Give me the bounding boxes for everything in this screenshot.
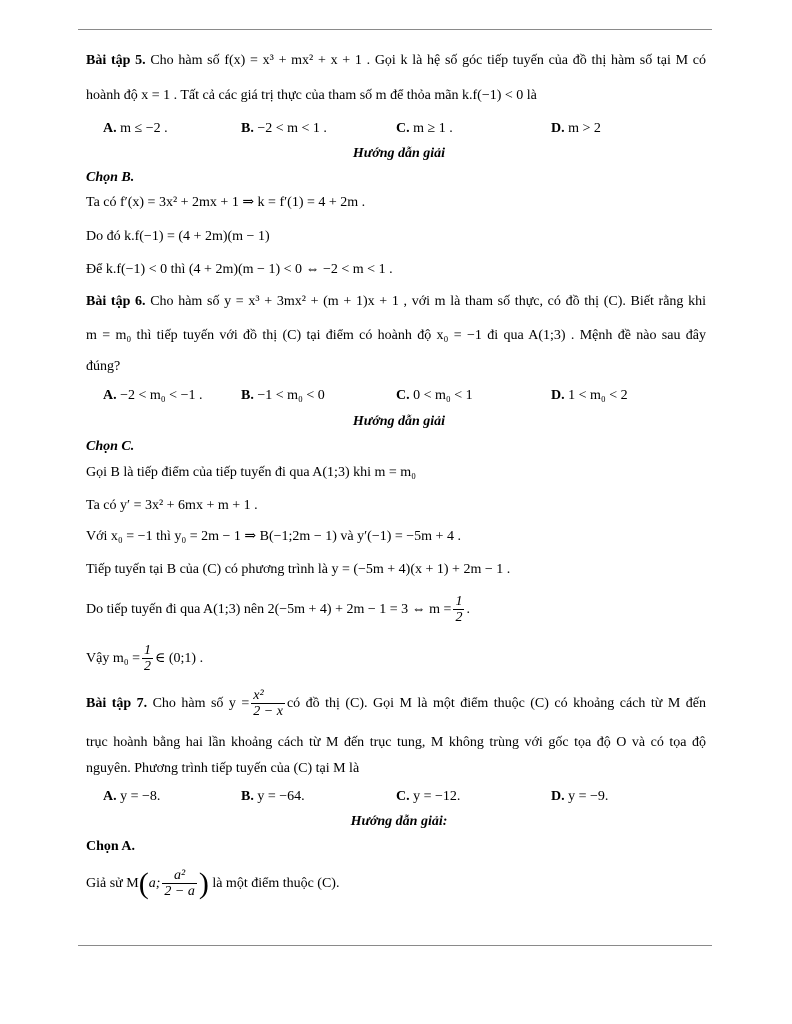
ex6-step-1: Gọi B là tiếp điểm của tiếp tuyến đi qua A(1;3) khi m = m₀ <box>86 465 417 480</box>
ex7-line-2: trục hoành bằng hai lần khoảng cách từ M đến trục tung, M không trùng với gốc tọa độ O và có tọa độ <box>86 735 706 750</box>
ex7-option-c: C. y = −12. <box>396 789 461 804</box>
ex6-line-2: m = m₀ thì tiếp tuyến với đồ thị (C) tại điểm có hoành độ x₀ = −1 đi qua A(1;3) . Mệnh đề nào sau đây <box>86 328 706 343</box>
ex7-title: Bài tập 7. <box>86 696 148 711</box>
ex5-step-2: Do đó k.f(−1) = (4 + 2m)(m − 1) <box>86 229 270 244</box>
ex5-step-3: Để k.f(−1) < 0 thì (4 + 2m)(m − 1) < 0 ⇔ −2 < m < 1 . <box>86 262 393 277</box>
ex6-option-a: A. −2 < m₀ < −1 . <box>103 388 203 403</box>
ex5-guide-heading: Hướng dẫn giải <box>352 146 446 161</box>
ex6-title: Bài tập 6. <box>86 294 146 309</box>
ex6-step-6: Vậy m₀ = $\frac{1}{2}$ ∈ (0;1) . <box>86 643 204 675</box>
ex7-line-1: Bài tập 7. Cho hàm số y = $\frac{\text{x²}}{2 - x}$ có đồ thị (C). Gọi M là một điểm thuộc (C) có khoảng cách từ M đến <box>86 688 706 720</box>
ex6-option-d: D. 1 < m₀ < 2 <box>551 388 628 403</box>
ex7-step-1: Giả sử M(a; $\frac{\text{a²}}{2 - a}$ ) là một điểm thuộc (C). <box>86 866 340 900</box>
ex6-step-5-fraction: $\frac{1}{2}$ <box>455 594 463 626</box>
ex6-step-5: Do tiếp tuyến đi qua A(1;3) nên 2(−5m + 4) + 2m − 1 = 3 ⇔ m = $\frac{1}{2}$ . <box>86 594 470 626</box>
ex7-guide-heading: Hướng dẫn giải: <box>350 814 448 829</box>
ex5-option-b: B. −2 < m < 1 . <box>241 121 327 136</box>
ex5-choice: Chọn B. <box>86 170 135 185</box>
ex7-option-a: A. y = −8. <box>103 789 161 804</box>
ex6-step-3: Với x₀ = −1 thì y₀ = 2m − 1 ⇒ B(−1;2m − 1) và y′(−1) = −5m + 4 . <box>86 529 461 544</box>
ex6-step-6-fraction: $\frac{1}{2}$ <box>144 643 151 675</box>
ex6-choice: Chọn C. <box>86 439 135 454</box>
ex5-option-c: C. m ≥ 1 . <box>396 121 453 136</box>
ex5-title: Bài tập 5. <box>86 53 146 68</box>
ex7-point-fraction: $\frac{\text{a²}}{2 - a}$ <box>164 868 195 900</box>
ex6-line-1 <box>86 293 706 311</box>
ex7-option-d: D. y = −9. <box>551 789 609 804</box>
ex7-line-3: nguyên. Phương trình tiếp tuyến của (C) tại M là <box>86 761 360 776</box>
ex6-text-1: Cho hàm số y = x³ + 3mx² + (m + 1)x + 1 , với m là tham số thực, có đồ thị (C). Biết rằng khi <box>145 294 706 309</box>
ex6-option-b: B. −1 < m₀ < 0 <box>241 388 325 403</box>
ex5-line-1 <box>86 52 706 70</box>
ex5-option-d: D. m > 2 <box>551 121 601 136</box>
ex6-guide-heading: Hướng dẫn giải <box>352 414 446 429</box>
ex6-step-4: Tiếp tuyến tại B của (C) có phương trình là y = (−5m + 4)(x + 1) + 2m − 1 . <box>86 562 511 577</box>
ex5-step-1: Ta có f′(x) = 3x² + 2mx + 1 ⇒ k = f′(1) = 4 + 2m . <box>86 195 366 210</box>
ex7-option-b: B. y = −64. <box>241 789 305 804</box>
ex5-option-a: A. m ≤ −2 . <box>103 121 168 136</box>
ex5-text-1: Cho hàm số f(x) = x³ + mx² + x + 1 . Gọi k là hệ số góc tiếp tuyến của đồ thị hàm số tại M có <box>145 53 706 68</box>
ex7-function-fraction: $\frac{\text{x²}}{2 - x}$ <box>253 688 283 720</box>
footer-rule <box>78 945 712 946</box>
ex6-line-3: đúng? <box>86 359 121 374</box>
ex7-choice: Chọn A. <box>86 839 136 854</box>
ex6-step-2: Ta có y′ = 3x² + 6mx + m + 1 . <box>86 498 258 513</box>
ex6-option-c: C. 0 < m₀ < 1 <box>396 388 473 403</box>
ex5-line-2: hoành độ x = 1 . Tất cả các giá trị thực của tham số m để thỏa mãn k.f(−1) < 0 là <box>86 88 537 103</box>
header-rule <box>78 29 712 30</box>
